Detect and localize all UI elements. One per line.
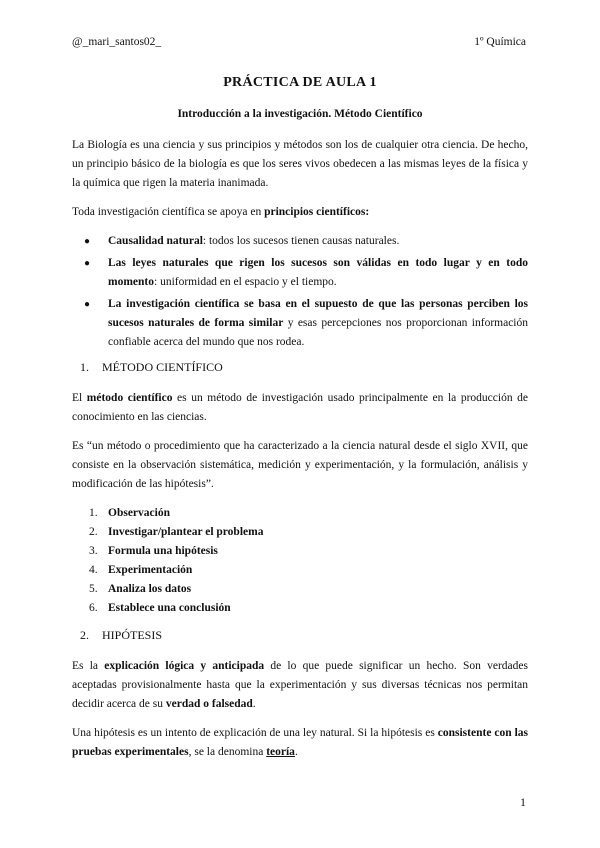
principle-desc: : uniformidad en el espacio y el tiempo. [154, 276, 337, 288]
step-label: Formula una hipótesis [108, 545, 218, 557]
list-item [89, 561, 528, 580]
page-title: PRÁCTICA DE AULA 1 [223, 75, 377, 90]
bullet-icon: ● [84, 299, 91, 310]
principle-term: Causalidad natural [108, 235, 203, 247]
step-label: Observación [108, 507, 170, 519]
bold-term: método científico [86, 392, 173, 404]
bold-term-underlined: teoría [266, 746, 295, 758]
principle-desc: : todos los sucesos tienen causas naturales. [202, 235, 400, 247]
list-item [84, 254, 528, 292]
section-heading-hipotesis [72, 628, 528, 643]
page-number: 1 [520, 795, 526, 809]
text-run: , se la denomina [188, 746, 267, 758]
text-run: . [294, 746, 298, 758]
principles-lead-text: Toda investigación científica se apoya en [72, 206, 265, 218]
intro-paragraph: La Biología es una ciencia y sus principios y métodos son los de cualquier otra ciencia. De hecho, un principio básico de la biología es que los seres vivos obedecen a las mismas leyes de la física y la química que rigen la materia inanimada. [72, 139, 528, 189]
bullet-icon: ● [84, 258, 91, 269]
bold-term: verdad o falsedad [165, 698, 253, 710]
method-steps-list [72, 504, 528, 618]
bold-term: explicación lógica y anticipada [104, 660, 265, 672]
step-number: 5. [89, 583, 98, 595]
document-body [72, 75, 528, 772]
step-number: 6. [89, 602, 98, 614]
step-number: 4. [89, 564, 98, 576]
list-item [84, 295, 529, 352]
step-number: 3. [89, 545, 98, 557]
section-title: HIPÓTESIS [102, 628, 163, 642]
metodo-paragraph [72, 389, 528, 427]
principle-desc: y esas percepciones nos proporcionan información confiable acerca del mundo que nos rodea. [108, 317, 529, 348]
section-title: MÉTODO CIENTÍFICO [102, 360, 223, 374]
step-number: 1. [89, 507, 98, 519]
step-label: Establece una conclusión [108, 602, 231, 614]
principle-term: Las leyes naturales que rigen los sucesos son válidas en todo lugar y en todo momento [108, 257, 528, 288]
section-number: 1. [80, 360, 89, 374]
hipotesis-paragraph-1 [72, 657, 528, 714]
principles-list [72, 232, 528, 352]
principle-term: La investigación científica se basa en el supuesto de que las personas perciben los sucesos naturales de forma similar [108, 298, 528, 329]
header-author: @_mari_santos02_ [72, 36, 162, 48]
step-label: Investigar/plantear el problema [108, 526, 264, 538]
list-item [84, 232, 528, 251]
list-item [89, 523, 528, 542]
step-label: Experimentación [108, 564, 193, 576]
hipotesis-paragraph-2 [72, 724, 528, 762]
section-number: 2. [80, 628, 89, 642]
list-item [89, 580, 528, 599]
text-run: . [252, 698, 256, 710]
text-run: de lo que puede significar un hecho. Son verdades aceptadas provisionalmente hasta que la experimentación y sus diversas técnicas nos permitan decidir acerca de su [72, 660, 528, 710]
step-number: 2. [89, 526, 98, 538]
list-item [89, 504, 528, 523]
text-run: Es la [72, 660, 105, 672]
page-subtitle: Introducción a la investigación. Método Científico [177, 108, 423, 120]
header-course: 1º Química [474, 36, 526, 48]
list-item [89, 542, 528, 561]
text-run: Una hipótesis es un intento de explicación de una ley natural. Si la hipótesis es [72, 727, 438, 739]
section-heading-metodo [72, 360, 528, 375]
text-run: es un método de investigación usado principalmente en la producción de conocimiento en las ciencias. [72, 392, 528, 423]
step-label: Analiza los datos [108, 583, 192, 595]
text-run: El [72, 392, 87, 404]
bullet-icon: ● [84, 236, 91, 247]
bold-term: consistente con las pruebas experimentales [72, 727, 528, 758]
principles-lead-bold: principios científicos: [264, 206, 370, 218]
list-item [89, 599, 528, 618]
principles-lead [72, 203, 528, 222]
metodo-quote: Es “un método o procedimiento que ha caracterizado a la ciencia natural desde el siglo XVII, que consiste en la observación sistemática, medición y experimentación, y la formulación, análisis y modificación de las hipótesis”. [72, 440, 528, 490]
